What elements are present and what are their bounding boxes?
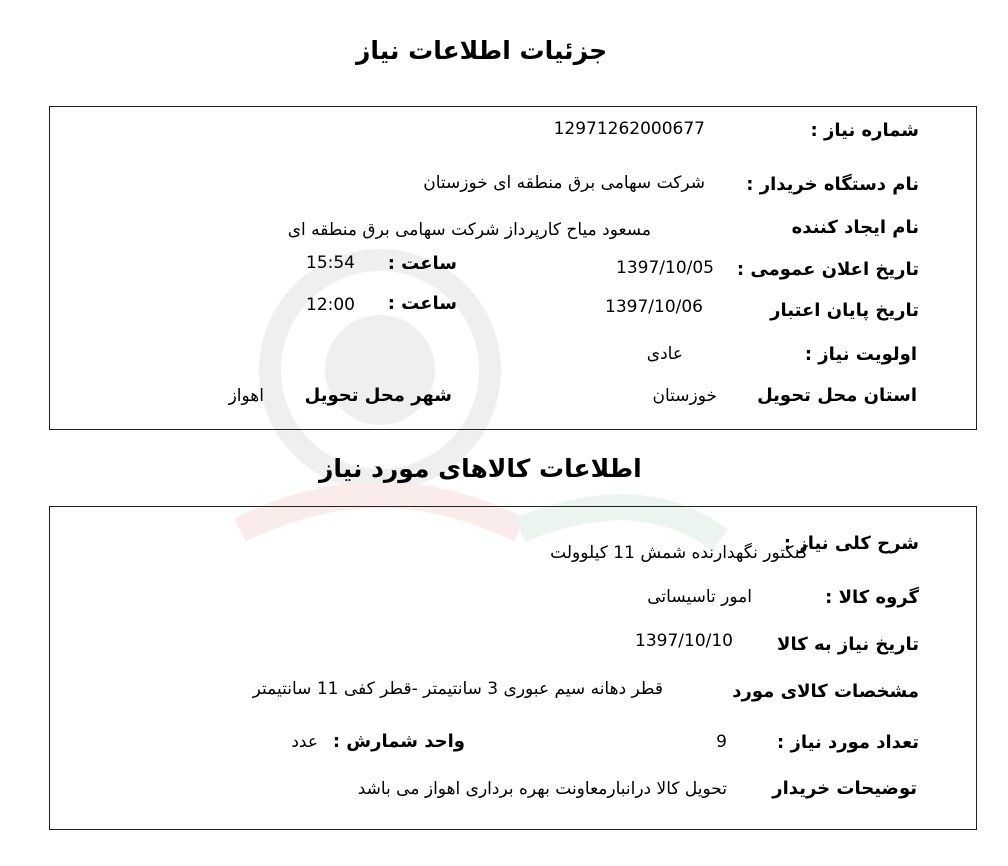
buyer-org-value: شرکت سهامی برق منطقه ای خوزستان xyxy=(423,173,705,193)
unit-value: عدد xyxy=(291,732,318,752)
need-date-value: 1397/10/10 xyxy=(635,631,733,651)
goods-group-label: گروه کالا : xyxy=(825,587,919,608)
description-label: شرح کلی نیاز : xyxy=(783,533,919,554)
priority-label: اولویت نیاز : xyxy=(804,344,917,365)
buyer-org-label: نام دستگاه خریدار : xyxy=(746,174,919,195)
goods-group-value: امور تاسیساتی xyxy=(647,587,752,607)
delivery-city-value: اهواز xyxy=(228,386,264,406)
page-title: جزئیات اطلاعات نیاز xyxy=(356,36,608,65)
goods-section-title: اطلاعات کالاهای مورد نیاز xyxy=(319,454,642,483)
need-details-box xyxy=(49,106,977,430)
buyer-notes-label: توضیحات خریدار xyxy=(772,778,917,799)
validity-date-value: 1397/10/06 xyxy=(605,297,703,317)
creator-label: نام ایجاد کننده xyxy=(791,217,919,238)
need-number-label: شماره نیاز : xyxy=(810,120,919,141)
specs-label: مشخصات کالای مورد xyxy=(732,681,919,702)
delivery-city-label: شهر محل تحویل xyxy=(304,385,452,406)
need-number-value: 12971262000677 xyxy=(553,119,705,139)
validity-time-label: ساعت : xyxy=(387,293,457,314)
delivery-province-label: استان محل تحویل xyxy=(757,385,917,406)
specs-value: قطر دهانه سیم عبوری 3 سانتیمتر -قطر کفی 11 سانتیمتر xyxy=(252,679,663,699)
unit-label: واحد شمارش : xyxy=(332,731,465,752)
need-date-label: تاریخ نیاز به کالا xyxy=(777,634,919,655)
description-value: کنکتور نگهدارنده شمش 11 کیلوولت xyxy=(550,543,808,563)
validity-date-label: تاریخ پایان اعتبار xyxy=(770,300,919,321)
announce-time-value: 15:54 xyxy=(306,253,355,273)
quantity-value: 9 xyxy=(716,732,727,752)
announce-time-label: ساعت : xyxy=(387,253,457,274)
buyer-notes-value: تحویل کالا درانبارمعاونت بهره برداری اهواز می باشد xyxy=(357,779,727,799)
validity-time-value: 12:00 xyxy=(306,295,355,315)
goods-details-box xyxy=(49,506,977,830)
announce-date-label: تاریخ اعلان عمومی : xyxy=(736,259,919,280)
creator-value: مسعود میاح کارپرداز شرکت سهامی برق منطقه ای xyxy=(287,220,651,240)
delivery-province-value: خوزستان xyxy=(652,386,717,406)
priority-value: عادی xyxy=(646,344,683,364)
announce-date-value: 1397/10/05 xyxy=(616,258,714,278)
quantity-label: تعداد مورد نیاز : xyxy=(777,732,919,753)
